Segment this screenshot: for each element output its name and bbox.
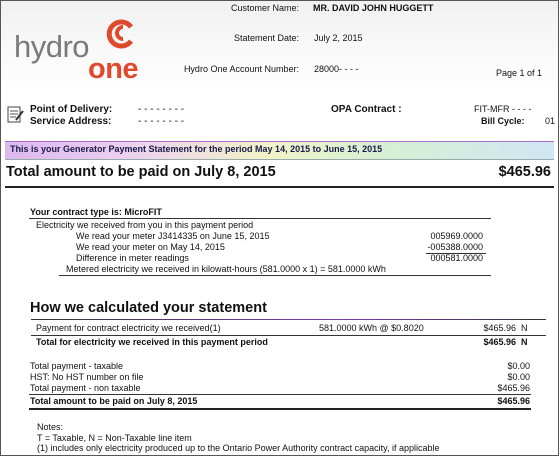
total-top-amount: $465.96 xyxy=(498,164,551,180)
notes-line-2: (1) includes only electricity produced up to the Ontario Power Authority contract capacity, if applicable xyxy=(37,443,440,453)
service-address-value: - - - - - - - - xyxy=(138,116,185,127)
metered-electricity-line: Metered electricity we received in kilowatt-hours (581.0000 x 1) = 581.0000 kWh xyxy=(66,264,386,274)
summary-row-label: HST: No HST number on file xyxy=(30,372,144,382)
contract-type: Your contract type is: MicroFIT xyxy=(30,207,162,217)
page-number: Page 1 of 1 xyxy=(496,68,543,78)
electricity-total-flag: N xyxy=(521,337,528,347)
summary-row-label: Total payment - non taxable xyxy=(30,383,141,393)
final-total-amount: $465.96 xyxy=(497,396,530,406)
point-of-delivery-value: - - - - - - - - xyxy=(138,104,185,115)
electricity-received-label: Electricity we received from you in this payment period xyxy=(36,220,254,230)
statement-date-label: Statement Date: xyxy=(233,33,299,43)
logo-swirl-icon xyxy=(101,18,137,52)
total-top-rule xyxy=(5,186,554,188)
meter-reading-row-value: 000581.0000 xyxy=(430,253,483,263)
calculation-rule xyxy=(31,319,546,320)
logo-one-text: one xyxy=(88,53,139,85)
notes-line-1: T = Taxable, N = Non-Taxable line item xyxy=(37,433,192,443)
payment-total-rule xyxy=(31,335,546,336)
summary-rule xyxy=(29,394,531,395)
account-number: 28000- - - - xyxy=(314,64,359,74)
statement-period-text: This is your Generator Payment Statement for the period May 14, 2015 to June 15, 2015 xyxy=(10,144,383,154)
meter-reading-row-value: 005969.0000 xyxy=(430,231,483,241)
bill-cycle-value: 01 xyxy=(545,116,556,126)
customer-name-label: Customer Name: xyxy=(230,3,299,13)
service-address-label: Service Address: xyxy=(30,116,112,127)
logo-hydro-text: hydro xyxy=(14,29,90,64)
calculation-heading: How we calculated your statement xyxy=(30,300,267,316)
meter-reading-row-label: Difference in meter readings xyxy=(76,253,189,263)
opa-contract-value: FIT-MFR - - - - xyxy=(474,104,532,114)
final-total-label: Total amount to be paid on July 8, 2015 xyxy=(30,396,198,406)
payment-line-flag: N xyxy=(521,323,528,333)
total-top-label: Total amount to be paid on July 8, 2015 xyxy=(6,164,276,180)
contract-rule xyxy=(29,218,491,219)
customer-name: MR. DAVID JOHN HUGGETT xyxy=(313,3,434,13)
bill-cycle-label: Bill Cycle: xyxy=(481,116,525,126)
summary-row-value: $0.00 xyxy=(507,372,530,382)
electricity-total-label: Total for electricity we received in this payment period xyxy=(36,337,268,347)
summary-row-label: Total payment - taxable xyxy=(30,361,124,371)
payment-line-label: Payment for contract electricity we received(1) xyxy=(36,323,221,333)
electricity-total-amount: $465.96 xyxy=(483,337,516,347)
document-pencil-icon xyxy=(7,105,25,124)
payment-line-amount: $465.96 xyxy=(483,323,516,333)
point-of-delivery-label: Point of Delivery: xyxy=(30,104,113,115)
final-total-rule xyxy=(29,408,531,410)
meter-reading-row-label: We read your meter on May 14, 2015 xyxy=(76,242,225,252)
meter-reading-row-value: -005388.0000 xyxy=(427,242,483,252)
opa-contract-label: OPA Contract : xyxy=(331,104,402,115)
summary-row-value: $0.00 xyxy=(507,361,530,371)
statement-date: July 2, 2015 xyxy=(314,33,363,43)
notes-title: Notes: xyxy=(37,422,64,432)
meter-reading-row-label: We read your meter J3414335 on June 15, 2015 xyxy=(76,231,270,241)
account-number-label: Hydro One Account Number: xyxy=(183,64,299,74)
summary-row-value: $465.96 xyxy=(497,383,530,393)
metered-rule xyxy=(59,275,491,276)
payment-line-detail: 581.0000 kWh @ $0.8020 xyxy=(319,323,424,333)
